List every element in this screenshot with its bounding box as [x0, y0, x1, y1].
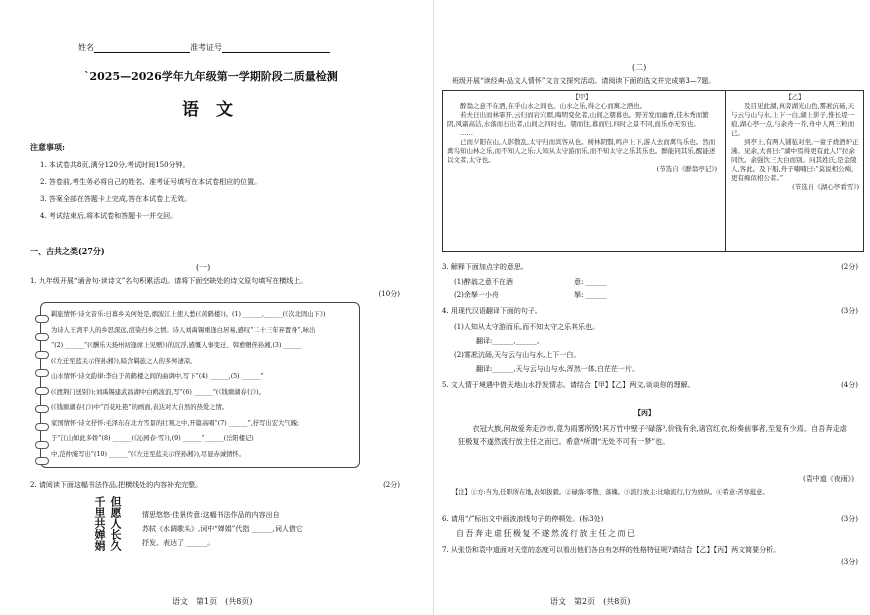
notice-item: 1. 本试卷共8页,满分120分,考试时间150分钟。 [40, 161, 190, 169]
question-4: 4. 用现代汉语翻译下面的句子。 [442, 307, 542, 315]
notebook-line: “(2) ______”(《酬乐天扬州初逢席上见赠》)的沉浮,感慨人事变迁、韩愈赠侄孙湘,(3) ______ [51, 342, 303, 349]
passage-bing-title: 【丙】 [634, 408, 655, 417]
question-7: 7. 从张岱和袁中道面对天堂的态度可以看出他们各自有怎样的性格特征呢?请结合【乙】【丙】两文简要分析。 [442, 546, 781, 554]
exam-no-line[interactable] [222, 43, 330, 53]
question-2: 2. 请阅读下面这幅书法作品,把横线处的内容补充完整。 [30, 481, 203, 489]
question-5: 5. 文人情于境遇中借天地山水抒发情志。请结合【甲】【乙】两文,谈谈你的理解。 [442, 381, 695, 389]
question-6-score: (3分) [841, 515, 858, 523]
notice-item: 3. 答案全部在答题卡上完成,答在本试卷上无效。 [40, 195, 192, 203]
page-footer: 语文 第1页 (共8页) [172, 597, 253, 606]
question-6: 6. 请用“/”标出文中画波浪线句子的停顿处。(标3处) [442, 515, 604, 523]
answer-blank[interactable]: 翻译:______,天与云与山与水,浑然一体,白茫茫一片。 [476, 365, 640, 373]
subject-title: 语 文 [182, 100, 233, 120]
question-3-items: (1)醉翁之意不在酒 意: ______ (2)余拏一小舟 拏: ______ [454, 278, 607, 299]
question-3-score: (2分) [841, 263, 858, 271]
question-7-score: (3分) [841, 558, 858, 566]
notebook-line: (《左迁至蓝关示侄孙湘》),暗含羁旅之人的多舛凄凉。 [51, 357, 197, 365]
question-1-score: (10分) [378, 290, 400, 298]
name-line[interactable] [94, 43, 190, 53]
notebook-line: 家国情怀·诗文抒怀:毛泽东在北方雪景的壮观之中,开篇高唱“(7) ______”,抒写出宏大气魄; [51, 419, 299, 427]
calligraphy-col-1: 但愿人长久 [109, 496, 122, 551]
part-label: (一) [196, 263, 211, 272]
passage-bing-source: (袁中道《夜雨》) [803, 475, 854, 483]
notebook-line: 于“江山如此多娇”(8) ______(《沁园春·雪》),(9) ______“______(岳阳楼记) [51, 435, 254, 442]
notebook-line: 为诗人王湾平人的乡思深远,渲染归乡之情。诗人刘禹锡重逢白居易,感叹“二十三年弃置身”,咏出 [51, 326, 316, 334]
notice-item: 4. 考试结束后,将本试卷和答题卡一并交回。 [40, 212, 178, 220]
question-1: 1. 九年级开展“诵舍句·读诗文”名句积累活动。请将下面空缺处的诗文原句填写在横线上。 [30, 277, 308, 285]
answer-blank[interactable]: 意: ______ [574, 278, 607, 286]
passage-bing: 衣冠大族,何故爱奔走沙市,竟为雨雾所毁!其万竹中壁子²碌落³,价钱有余,诸宫红衣,纷奏前事者,至复有少焉。自吾奔走虐狂极复不遂然流行放主任之而已。希意⁴所谓“无处不可有一梦”也。 [458, 424, 847, 446]
passage-note: 【注】①方:当为,任职所在地,表如拔毅。②碌落:零散、落魄。③流行放主:比喻流行,行为放纵。④希意:苦寒蕴意。 [452, 489, 769, 496]
name-field: 姓名 准考证号 [78, 42, 330, 53]
exam-page-1 [0, 0, 432, 615]
question-2-text: 情思悠悠·佳景传意:这幅书法作品的内容出自 苏轼《水调歌头》,词中“婵娟”代指 ______,词人借它 抒发、表达了 ______。 [142, 511, 303, 547]
notebook-line: 山水情怀·诗文韵律:李白于黄鹤楼之间的曲调中,写下“(4) ______,(5) ______” [51, 373, 264, 380]
question-2-score: (2分) [383, 481, 400, 489]
notebook-text [51, 307, 353, 462]
question-6-sentence[interactable]: 自吾奔走虐狂极复不遂然流行放主任之而已 [456, 529, 637, 538]
question-4-items: (1)人知从太守游而乐,而不知太守之乐其乐也。 翻译:______,______。 (2)雾凇沆砀,天与云与山与水,上下一白。 翻译:______,天与云与山与水,浑然一体,白茫茫一片。 [454, 320, 814, 376]
exam-title: `2025—2026学年九年级第一学期阶段二质量检测 [84, 70, 338, 83]
notice-list [40, 160, 400, 221]
page-fold [433, 0, 434, 615]
part-label: (二) [632, 63, 647, 72]
notebook-box [40, 302, 360, 468]
question-3: 3. 解释下面加点字的意思。 [442, 263, 528, 271]
answer-blank[interactable]: 拏: ______ [574, 291, 607, 299]
page-footer: 语文 第2页 (共8页) [550, 597, 631, 606]
passage-yi: 【乙】 及目见此湖,真旁湖光山色,雾凇沆砀,天与云与山与水,上下一白,湖上影子,惟长堤一痕,湖心亭一点,与余舟一芥,舟中人两三粒而已。 到亭上,有两人铺毡对坐,一童子烧酒炉正沸。见余,大喜曰:“湖中焉得更有此人!”拉余同饮。余强饮三大白而别。问其姓氏,是金陵人,客此。及下船,舟子喃喃曰:“莫说相公痴,更有痴似相公者。” (节选自《湖心亭看雪》) [731, 93, 859, 191]
question-5-score: (4分) [841, 381, 858, 389]
answer-blank[interactable]: 翻译:______,______。 [476, 337, 544, 345]
section-intro: 班级开展“读经典·品文人情怀”文言文探究活动。请阅读下面的选文并完成第3—7题。 [452, 77, 716, 85]
notebook-line: (《钱塘湖春行》)中“百花吐艳”的画面,表达对大自然的热爱之情。 [51, 404, 229, 411]
notebook-line: 羁旅情怀·诗文音乐:日暮乡关何处是,烟波江上使人愁(《黄鹤楼》)。(1) ______,______(《次北固山下》) [51, 311, 326, 318]
notice-item: 2. 答卷前,考生务必将自己的姓名、准考证号填写在本试卷相应的位置。 [40, 178, 262, 186]
calligraphy-col-2: 千里共婵娟 [93, 496, 106, 551]
exam-page-2 [438, 0, 870, 615]
notebook-line: (《渡荆门送别》);刘禹锡建武昌湖中白鸥波浪,写“(6) ______”(《钱塘湖春行》)。 [51, 388, 265, 396]
notice-heading: 注意事项: [30, 142, 65, 152]
passage-jia: 【甲】 醉翁之意不在酒,在乎山水之间也。山水之乐,得之心而寓之酒也。 若夫日出而林霏开,云归而岩穴暝,晦明变化者,山间之朝暮也。野芳发而幽香,佳木秀而繁阴,风霜高洁,水落而石出者,山间之四时也。朝而往,暮而归,四时之景不同,而乐亦无穷也。 …… 已而夕阳在山,人影散乱,太守归而宾客从也。树林阴翳,鸣声上下,游人去而禽鸟乐也。然而禽鸟知山林之乐,而不知人之乐;人知从太守游而乐,而不知太守之乐其乐也。醉能同其乐,醒能述以文者,太守也。 (节选自《醉翁亭记》) [447, 93, 717, 173]
passage-box [442, 90, 864, 252]
notebook-line: 中,范仲淹写出“(10) ______”(《左迁至蓝关示侄孙湘》),尽显赤诚情怀。 [51, 450, 245, 458]
question-4-score: (3分) [841, 307, 858, 315]
section-heading: 一、古共之类(27分) [30, 246, 105, 256]
